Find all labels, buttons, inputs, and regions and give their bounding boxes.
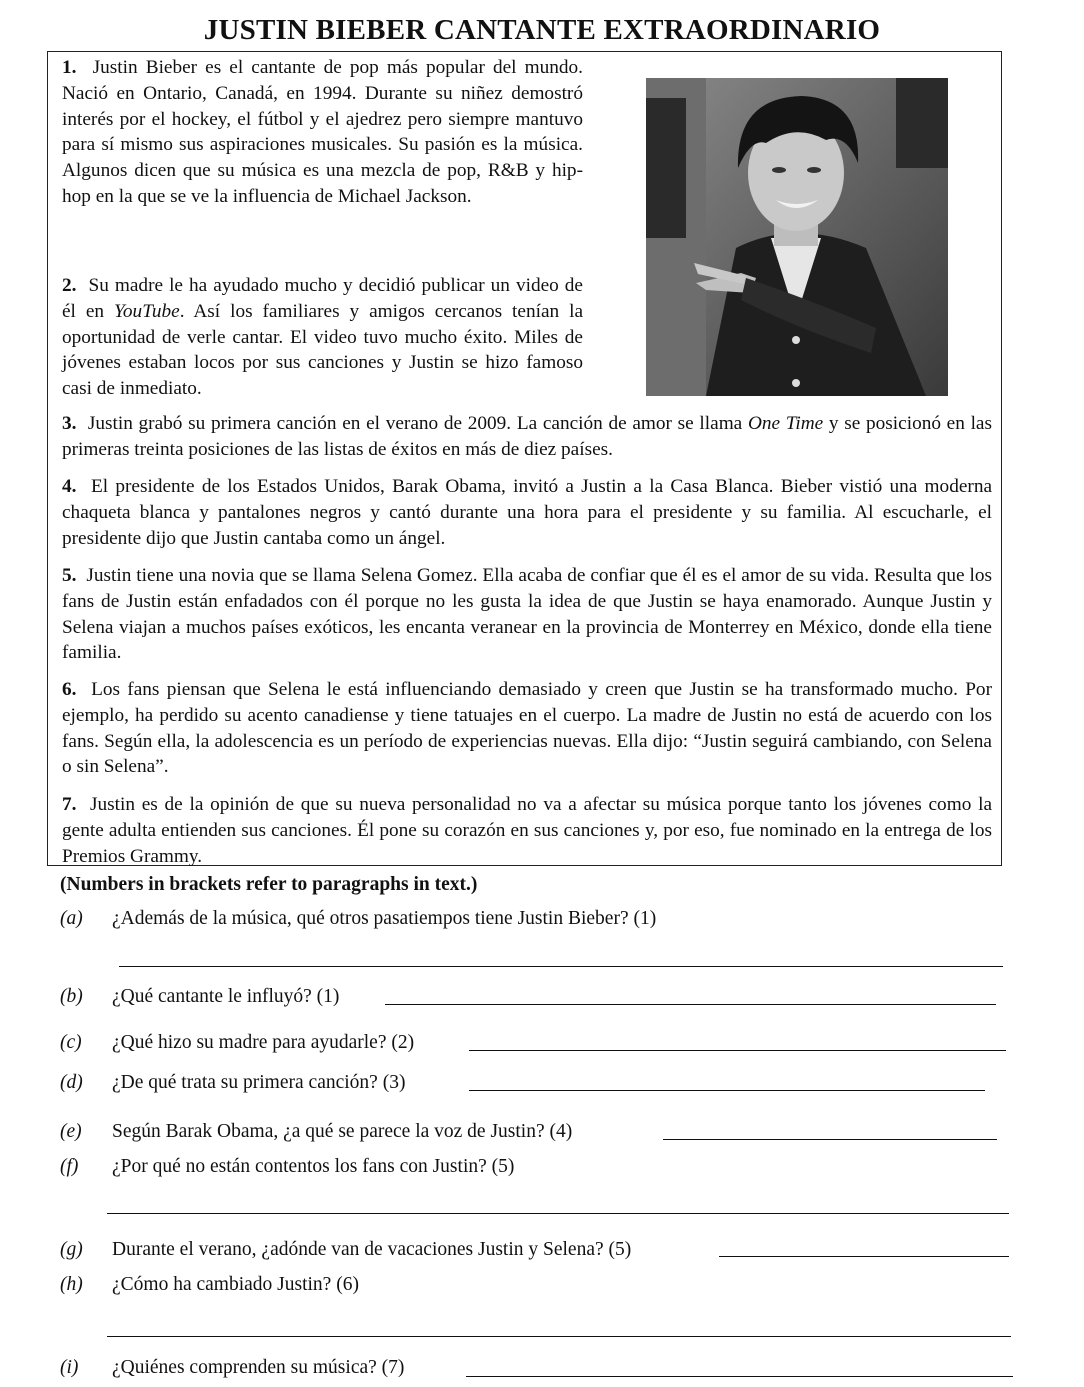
question-label: (b) — [60, 986, 83, 1007]
question-text: ¿Además de la música, qué otros pasatiempos tiene Justin Bieber? (1) — [112, 908, 657, 929]
answer-line-b[interactable] — [385, 1004, 996, 1005]
paragraph-5 — [62, 563, 992, 666]
paragraph-text: Su madre le ha ayudado mucho y decidió publicar un video de él en — [62, 275, 583, 322]
paragraph-text: Justin Bieber es el cantante de pop más popular del mundo. Nació en Ontario, Canadá, en 1994. Durante su niñez demostró interés por el hockey, el fútbol y el ajedrez pero siempre mantuvo para sí mismo sus aspiraciones musicales. Su pasión es la música. Algunos dicen que su música es una mezcla de pop, R&B y hip-hop en la que se ve la influencia de Michael Jackson. — [62, 57, 583, 207]
paragraph-text: El presidente de los Estados Unidos, Barak Obama, invitó a Justin a la Casa Blanca. Bieber vistió una moderna chaqueta blanca y pantalones negros y cantó durante una hora para el presidente y su familia. Al escucharle, el presidente dijo que Justin cantaba como un ángel. — [62, 476, 993, 549]
paragraph-text: y se posicionó en las primeras treinta posiciones de las listas de éxitos en más de diez países. — [62, 413, 992, 460]
paragraph-7 — [62, 792, 992, 869]
paragraph-1 — [62, 55, 583, 210]
question-text: ¿Por qué no están contentos los fans con Justin? (5) — [112, 1156, 515, 1177]
justin-bieber-photo — [646, 78, 948, 396]
question-label: (h) — [60, 1274, 83, 1295]
answer-line-f[interactable] — [107, 1213, 1009, 1214]
answer-line-d[interactable] — [469, 1090, 985, 1091]
paragraph-number: 5. — [62, 565, 77, 586]
question-text: Según Barak Obama, ¿a qué se parece la voz de Justin? (4) — [112, 1121, 573, 1142]
youtube-italic: YouTube — [113, 300, 180, 322]
paragraph-4 — [62, 474, 992, 551]
question-label: (d) — [60, 1072, 83, 1093]
answer-line-g[interactable] — [719, 1256, 1009, 1257]
question-label: (e) — [60, 1121, 82, 1142]
answer-line-c[interactable] — [469, 1050, 1006, 1051]
question-text: Durante el verano, ¿adónde van de vacaciones Justin y Selena? (5) — [112, 1239, 632, 1260]
question-label: (f) — [60, 1156, 79, 1177]
question-label: (i) — [60, 1357, 79, 1378]
paragraph-number: 2. — [62, 275, 77, 296]
paragraph-6 — [62, 677, 992, 780]
paragraph-number: 1. — [62, 57, 77, 78]
question-text: ¿Cómo ha cambiado Justin? (6) — [112, 1274, 359, 1295]
paragraph-number: 3. — [62, 413, 77, 434]
song-title-italic: One Time — [747, 413, 824, 434]
paragraph-2 — [62, 273, 583, 402]
answer-line-h[interactable] — [107, 1336, 1011, 1337]
paragraph-text: Justin grabó su primera canción en el verano de 2009. La canción de amor se llama — [87, 413, 748, 434]
question-text: ¿Quiénes comprenden su música? (7) — [112, 1357, 405, 1378]
paragraph-text: Justin tiene una novia que se llama Selena Gomez. Ella acaba de confiar que él es el amor de su vida. Resulta que los fans de Justin están enfadados con él porque no les gusta la idea de que Justin se haya enamorado. Aunque Justin y Selena viajan a muchos países exóticos, les encanta veranear en la provincia de Monterrey en México, donde ella tiene familia. — [62, 565, 993, 664]
paragraph-text: . Así los familiares y amigos cercanos tenían la oportunidad de verle cantar. El video tuvo mucho éxito. Miles de jóvenes estaban locos por sus canciones y Justin se hizo famoso casi de inmediato. — [62, 300, 583, 400]
question-label: (c) — [60, 1032, 82, 1053]
photo-illustration — [646, 78, 948, 396]
paragraph-text: Justin es de la opinión de que su nueva personalidad no va a afectar su música porque tanto los jóvenes como la gente adulta entienden sus canciones. Él pone su corazón en sus canciones y, por eso, fue nominado en la entrega de los Premios Grammy. — [62, 794, 992, 867]
answer-line-a[interactable] — [119, 966, 1003, 967]
question-label: (a) — [60, 908, 83, 929]
paragraph-text: Los fans piensan que Selena le está influenciando demasiado y creen que Justin se ha transformado mucho. Por ejemplo, ha perdido su acento canadiense y tiene tatuajes en el cuerpo. La madre de Justin no está de acuerdo con los fans. Según ella, la adolescencia es un período de experiencias nuevas. Ella dijo: “Justin seguirá cambiando, con Selena o sin Selena”. — [62, 679, 992, 778]
answer-line-i[interactable] — [466, 1376, 1013, 1377]
question-label: (g) — [60, 1239, 83, 1260]
questions-header: (Numbers in brackets refer to paragraphs in text.) — [60, 874, 478, 895]
paragraph-number: 4. — [62, 476, 77, 497]
question-text: ¿Qué cantante le influyó? (1) — [112, 986, 340, 1007]
question-text: ¿De qué trata su primera canción? (3) — [112, 1072, 406, 1093]
answer-line-e[interactable] — [663, 1139, 997, 1140]
paragraph-number: 6. — [62, 679, 77, 700]
question-text: ¿Qué hizo su madre para ayudarle? (2) — [112, 1032, 415, 1053]
paragraph-3 — [62, 411, 992, 463]
paragraph-number: 7. — [62, 794, 77, 815]
page-title: JUSTIN BIEBER CANTANTE EXTRAORDINARIO — [203, 14, 881, 46]
